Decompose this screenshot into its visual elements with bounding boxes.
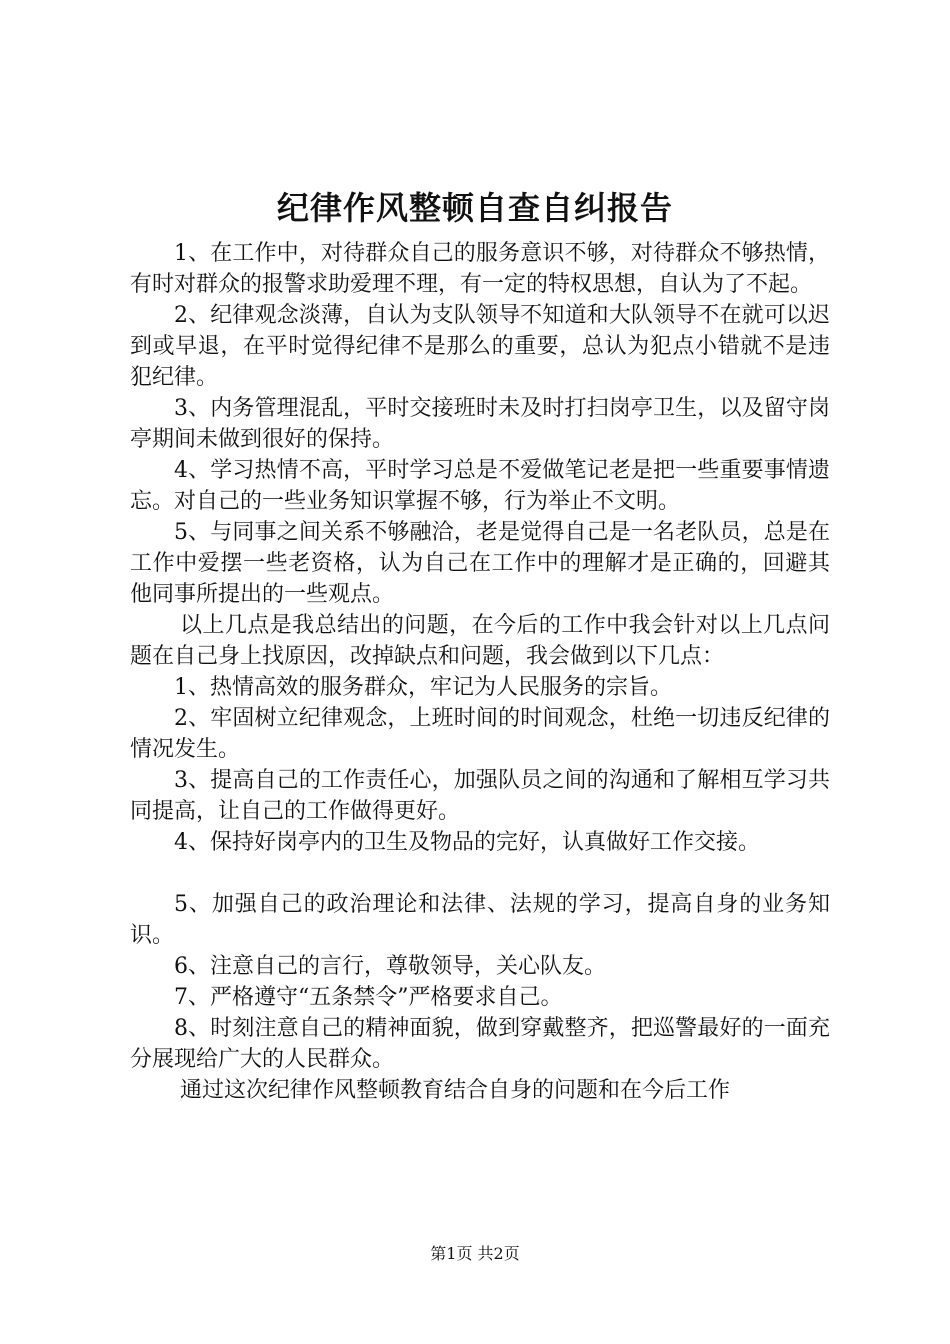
paragraph: 8、时刻注意自己的精神面貌，做到穿戴整齐，把巡警最好的一面充分展现给广大的人民群众。	[130, 1016, 830, 1072]
paragraph: 1、热情高效的服务群众，牢记为人民服务的宗旨。	[174, 675, 672, 700]
document-title: 纪律作风整顿自查自纠报告	[276, 189, 673, 227]
paragraph: 5、加强自己的政治理论和法律、法规的学习，提高自身的业务知识。	[130, 892, 830, 948]
paragraph: 2、牢固树立纪律观念，上班时间的时间观念，杜绝一切违反纪律的情况发生。	[130, 706, 830, 762]
paragraph: 1、在工作中，对待群众自己的服务意识不够，对待群众不够热情，有时对群众的报警求助爱理不理，有一定的特权思想，自认为了不起。	[130, 241, 830, 297]
page-footer: 第1页 共2页	[430, 1244, 520, 1263]
paragraph: 通过这次纪律作风整顿教育结合自身的问题和在今后工作	[180, 1078, 731, 1103]
paragraph: 6、注意自己的言行，尊敬领导，关心队友。	[174, 954, 606, 979]
paragraph: 3、提高自己的工作责任心，加强队员之间的沟通和了解相互学习共同提高，让自己的工作做得更好。	[130, 768, 830, 824]
paragraph: 5、与同事之间关系不够融洽，老是觉得自己是一名老队员，总是在工作中爱摆一些老资格，认为自己在工作中的理解才是正确的，回避其他同事所提出的一些观点。	[130, 520, 830, 607]
paragraph: 3、内务管理混乱，平时交接班时未及时打扫岗亭卫生，以及留守岗亭期间未做到很好的保持。	[130, 396, 830, 452]
paragraph: 4、保持好岗亭内的卫生及物品的完好，认真做好工作交接。	[174, 830, 760, 855]
blank-line	[130, 858, 830, 889]
paragraph: 2、纪律观念淡薄，自认为支队领导不知道和大队领导不在就可以迟到或早退，在平时觉得纪律不是那么的重要，总认为犯点小错就不是违犯纪律。	[130, 303, 830, 390]
paragraph: 7、严格遵守“五条禁令”严格要求自己。	[174, 985, 563, 1010]
paragraph: 4、学习热情不高，平时学习总是不爱做笔记老是把一些重要事情遗忘。对自己的一些业务知识掌握不够，行为举止不文明。	[130, 458, 830, 514]
paragraph: 以上几点是我总结出的问题，在今后的工作中我会针对以上几点问题在自己身上找原因，改掉缺点和问题，我会做到以下几点：	[130, 613, 830, 669]
document-body	[130, 238, 830, 1106]
